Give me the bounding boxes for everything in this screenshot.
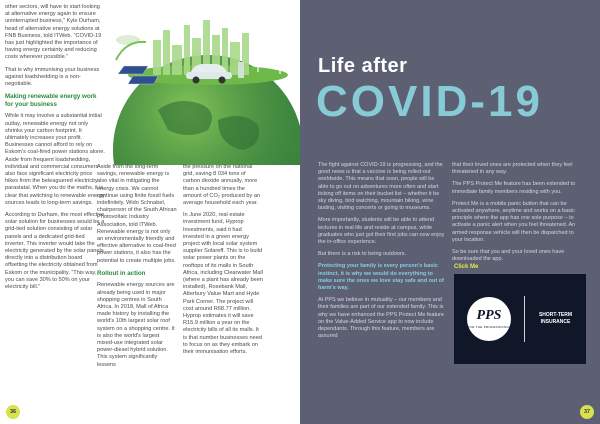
wind-turbine-icon — [248, 18, 290, 74]
left-column-1 — [5, 4, 105, 296]
ad-logo-area — [454, 274, 524, 364]
right-column-2 — [452, 162, 584, 268]
page-number-right: 37 — [580, 405, 594, 419]
pps-logo-subtext: FOR THE PROFESSIONAL — [467, 325, 511, 329]
pps-logo-text: PPS — [476, 308, 502, 323]
charger-icon — [238, 62, 244, 78]
page-number-left: 36 — [6, 405, 20, 419]
pps-advert-banner[interactable] — [454, 274, 586, 364]
paragraph: According to Durham, the most effective solar solution for businesses would be a grid-tied solution consisting of solar panels and a dedicated grid-tied inverter. This inverter would take the electricity generated by the solar panels directly into a distribution board offsetting the electricity obtained from Eskom or the municipality. “This way, you can save 30% to 50% on your electricity bill.” — [5, 212, 105, 291]
article-title-line1: Life after — [318, 55, 408, 77]
paragraph: The PPS Protect Me feature has been extended to immediate family members residing with you. — [452, 181, 576, 195]
paragraph: But there is a risk to being outdoors. — [318, 251, 407, 258]
article-title-line2: COVID-19 — [316, 77, 543, 126]
green-energy-illustration — [98, 0, 300, 165]
paragraph: The fight against COVID-19 is progressing, and the good news is that a vaccine is being rolled-out worldwide. This means that soon, people will be able to go out on adventures more often and start ticking off items on their bucket list – whether it be sky diving, bird watching, mountain biking, wine tasting, visiting concerts or going to museums. — [318, 162, 443, 212]
ad-product-label: SHORT-TERM INSURANCE — [538, 312, 573, 325]
intro-paragraph: other sectors, will have to start looking at alternative energy again to ensure uninterrupted business,” Kyle Durham, head of alternative energy solutions at FNB Business, told ITWeb. “COVID-19 has just highlighted the importance of having energy certainty and reducing costs wherever possible.” — [5, 4, 102, 61]
paragraph: At PPS we believe in mutuality – our members and their families are part of our extended family. This is why we have enhanced the PPS Protect Me feature on the Value-Added Service app to now include dependants. Through this feature, members are assured — [318, 297, 444, 340]
highlight-paragraph: Protecting your family is every person's basic instinct, it is why we would do everything to make sure the ones we love stay safe and out of harm's way. — [318, 263, 444, 292]
paragraph: Protect Me is a mobile panic button that can be activated anywhere, anytime and works on a basic principle where the app has one sole purpose – to activate a panic alert when you feel threatened. An armed response vehicle will then be dispatched to your location. — [452, 200, 576, 243]
right-column-1 — [318, 162, 446, 345]
section-heading-renewable: Making renewable energy work for your business — [5, 93, 97, 108]
pps-logo-icon — [467, 297, 511, 341]
paragraph: Renewable energy sources are already being used in major shopping centres in South Africa. In 2018, Mall of Africa made history by installing the world's 10th largest solar roof system on a shopping centre. It is also the world's largest mixed-use integrated solar power-diesel hybrid solution. This system significantly lessens — [97, 282, 175, 368]
paragraph: So be sure that you and your loved ones have downloaded the app. — [452, 249, 565, 263]
click-me-link[interactable]: Click Me — [454, 264, 479, 270]
paragraph: Aside from the long-term savings, renewable energy is also vital in mitigating the energy crisis. We cannot continue using finite fossil fuels indefinitely. Wido Schnabel, chairperson of the South African Photovoltaic Industry Association, told ITWeb. Renewable energy is not only an environmentally friendly and effective alternative to coal-fired power stations, it also has the potential to create multiple jobs. — [97, 164, 177, 264]
paragraph: the pressure on the national grid, saving 8 034 tons of carbon dioxide annually, more than a hundred times the amount of CO₂ produced by an average household each year. — [183, 164, 261, 207]
section-heading-rollout: Rollout in action — [97, 269, 146, 277]
paragraph: that their loved ones are protected when they feel threatened in any way. — [452, 162, 573, 176]
paragraph: While it may involve a substantial initial outlay, renewable energy not only shrinks your carbon footprint. It ultimately increases your profit. Businesses cannot afford to rely on Eskom's coal-fired power stations alone. Aside from frequent loadshedding, individual and commercial consumers also face significant electricity price hikes from the beleaguered electricity parastatal. When you do the maths, it is clear that switching to renewable energy sources leads to long-term savings. — [5, 113, 105, 206]
paragraph: In June 2020, real estate investment fund, Hyprop Investments, said it had invested in a green energy project with local solar system supplier Solareff. This is to build solar power plants on the rooftops of its malls in South Africa, including Clearwater Mall (where a plant has already been installed), Rosebank Mall, Atterbury Value Mart and Hyde Park Corner. The project will cost around R68.77 million. Hyprop estimates it will save R15.9 million a year on the electricity bills of all its malls. It is that number businesses need to focus on as they embark on their immunisation efforts. — [183, 212, 263, 356]
paragraph: More importantly, students will be able to attend lectures in real life and reside at campus, while graduates who just got their first jobs can now enjoy the in-office experience. — [318, 217, 445, 246]
left-column-2 — [97, 164, 177, 374]
ad-divider — [524, 296, 525, 342]
left-column-3 — [183, 164, 263, 361]
paragraph: That is why immunising your business against loadshedding is a non-negotiable. — [5, 66, 100, 88]
